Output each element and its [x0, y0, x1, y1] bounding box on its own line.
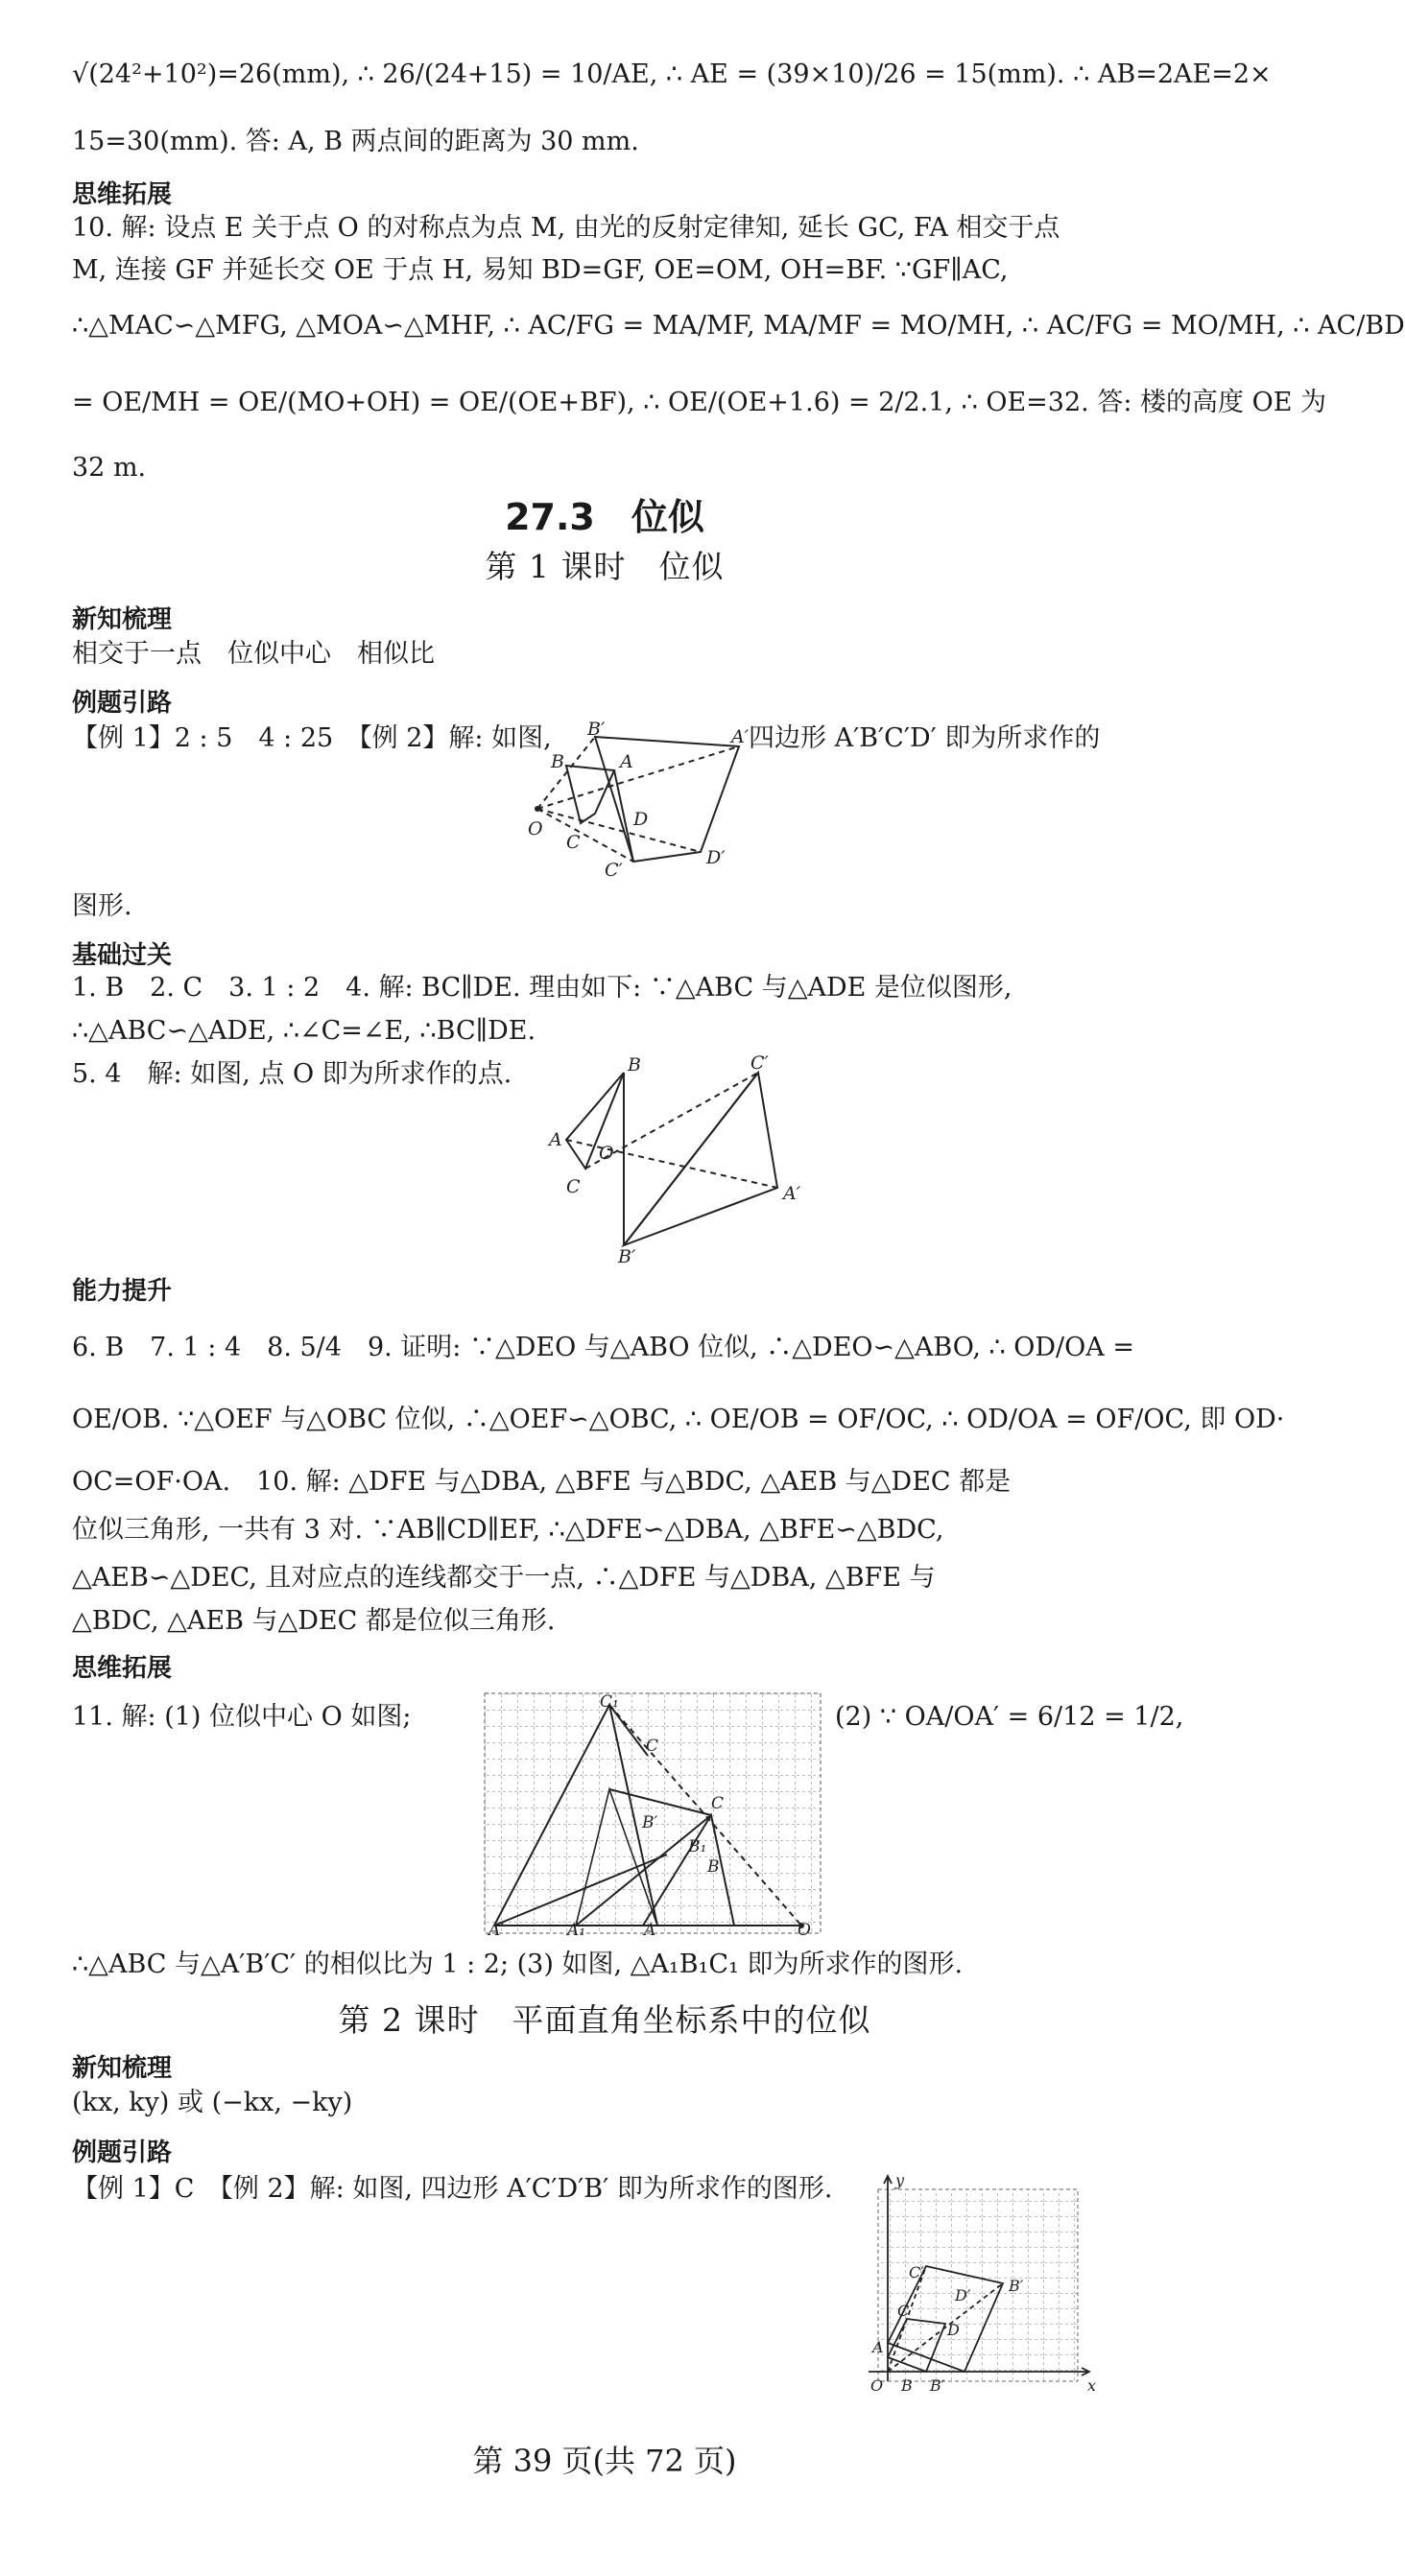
text-line: 【例 1】C 【例 2】解: 如图, 四边形 A′C′D′B′ 即为所求作的图形.: [72, 2174, 833, 2204]
section-heading: 新知梳理: [72, 2054, 173, 2083]
section-heading: 例题引路: [72, 689, 173, 718]
figure-homothety-quadrilateral: [528, 718, 749, 881]
point-label: D: [947, 2321, 960, 2339]
point-label: B: [901, 2376, 913, 2395]
text-line: √(24²+10²)=26(mm), ∴ 26/(24+15) = 10/AE, ∴ AE = (39×10)/26 = 15(mm). ∴ AB=2AE=2×: [72, 59, 1272, 89]
text-line: 10. 解: 设点 E 关于点 O 的对称点为点 M, 由光的反射定律知, 延长 GC, FA 相交于点: [72, 213, 1060, 243]
point-label: C: [566, 1176, 581, 1197]
text-line: ∴△ABC∽△ADE, ∴∠C=∠E, ∴BC∥DE.: [72, 1016, 536, 1046]
text-line: M, 连接 GF 并延长交 OE 于点 H, 易知 BD=GF, OE=OM, OH=BF. ∵GF∥AC,: [72, 255, 1009, 285]
point-label: A: [620, 751, 633, 772]
point-label: A′: [731, 726, 750, 747]
point-label: C: [566, 832, 581, 853]
text-line: 四边形 A′B′C′D′ 即为所求作的: [749, 723, 1101, 753]
text-line: △AEB∽△DEC, 且对应点的连线都交于一点, ∴△DFE 与△DBA, △BFE 与: [72, 1563, 936, 1593]
point-label: D: [633, 809, 649, 830]
text-line: 位似三角形, 一共有 3 对. ∵AB∥CD∥EF, ∴△DFE∽△DBA, △BFE∽△BDC,: [72, 1515, 944, 1545]
text-line: (kx, ky) 或 (−kx, −ky): [72, 2088, 353, 2117]
figure-grid-homothety: [485, 1693, 825, 1938]
text-line: (2) ∵ OA/OA′ = 6/12 = 1/2,: [835, 1702, 1184, 1732]
text-line: OE/OB. ∵△OEF 与△OBC 位似, ∴△OEF∽△OBC, ∴ OE/OB = OF/OC, ∴ OD/OA = OF/OC, 即 OD·: [72, 1405, 1285, 1434]
point-label: C′: [750, 1052, 769, 1074]
point-label: A₁: [567, 1921, 586, 1940]
figure-homothety-triangle: [537, 1052, 806, 1267]
point-label: C: [646, 1737, 659, 1756]
text-line: 11. 解: (1) 位似中心 O 如图;: [72, 1702, 412, 1732]
section-heading: 思维拓展: [72, 1654, 173, 1683]
point-label: D′: [955, 2286, 971, 2304]
point-label: C₁: [600, 1692, 619, 1712]
text-line: 6. B 7. 1 : 4 8. 5/4 9. 证明: ∵△DEO 与△ABO 位似, ∴△DEO∽△ABO, ∴ OD/OA =: [72, 1333, 1134, 1362]
text-line: 【例 1】2 : 5 4 : 25 【例 2】解: 如图,: [72, 723, 552, 753]
point-label: C′: [909, 2263, 924, 2281]
point-label: B₁: [688, 1837, 707, 1856]
text-line: ∴△ABC 与△A′B′C′ 的相似比为 1 : 2; (3) 如图, △A₁B₁C₁ 即为所求作的图形.: [72, 1950, 964, 1979]
section-heading: 新知梳理: [72, 605, 173, 634]
page-number-footer: 第 39 页(共 72 页): [472, 2443, 737, 2479]
text-line: 5. 4 解: 如图, 点 O 即为所求作的点.: [72, 1059, 512, 1089]
point-label: B′: [642, 1813, 658, 1832]
lesson-title: 第 2 课时 平面直角坐标系中的位似: [338, 2001, 871, 2039]
point-label: B: [628, 1054, 641, 1075]
section-heading: 例题引路: [72, 2139, 173, 2167]
point-label: B′: [618, 1246, 636, 1267]
point-label: A: [872, 2338, 884, 2356]
page-margin-strip: [0, 0, 17, 2576]
point-label: B: [707, 1857, 720, 1877]
point-label: A: [549, 1129, 562, 1150]
point-label: B′: [930, 2376, 945, 2395]
text-line: 相交于一点 位似中心 相似比: [72, 639, 435, 669]
point-label: A′: [488, 1921, 505, 1940]
point-label: A: [644, 1921, 656, 1940]
text-line: 1. B 2. C 3. 1 : 2 4. 解: BC∥DE. 理由如下: ∵△ABC 与△ADE 是位似图形,: [72, 973, 1012, 1003]
axis-label: y: [895, 2171, 905, 2189]
section-heading: 能力提升: [72, 1277, 173, 1306]
text-line: 15=30(mm). 答: A, B 两点间的距离为 30 mm.: [72, 127, 639, 156]
point-label: O: [528, 818, 543, 839]
point-label: A′: [783, 1183, 801, 1204]
point-label: O: [870, 2376, 884, 2395]
text-line: = OE/MH = OE/(MO+OH) = OE/(OE+BF), ∴ OE/(OE+1.6) = 2/2.1, ∴ OE=32. 答: 楼的高度 OE 为: [72, 388, 1327, 417]
point-label: O: [599, 1143, 614, 1164]
text-line: ∴△MAC∽△MFG, △MOA∽△MHF, ∴ AC/FG = MA/MF, MA/MF = MO/MH, ∴ AC/FG = MO/MH, ∴ AC/BD: [72, 311, 1405, 341]
section-title: 27.3 位似: [505, 496, 704, 538]
section-heading: 基础过关: [72, 941, 173, 970]
point-label: B′: [587, 719, 606, 740]
text-line: 图形.: [72, 891, 132, 921]
point-label: C: [711, 1794, 725, 1813]
text-line: △BDC, △AEB 与△DEC 都是位似三角形.: [72, 1606, 556, 1636]
point-label: C′: [605, 860, 623, 881]
point-label: O: [798, 1921, 811, 1940]
point-label: D′: [706, 847, 726, 868]
text-line: OC=OF·OA. 10. 解: △DFE 与△DBA, △BFE 与△BDC, △AEB 与△DEC 都是: [72, 1467, 1012, 1497]
text-line: 32 m.: [72, 453, 147, 483]
section-heading: 思维拓展: [72, 180, 173, 209]
point-label: C: [897, 2302, 910, 2320]
lesson-title: 第 1 课时 位似: [485, 548, 725, 585]
axis-label: x: [1087, 2376, 1097, 2395]
point-label: B: [551, 751, 564, 772]
point-label: B′: [1009, 2277, 1024, 2295]
figure-coordinate-homothety: [859, 2170, 1099, 2405]
